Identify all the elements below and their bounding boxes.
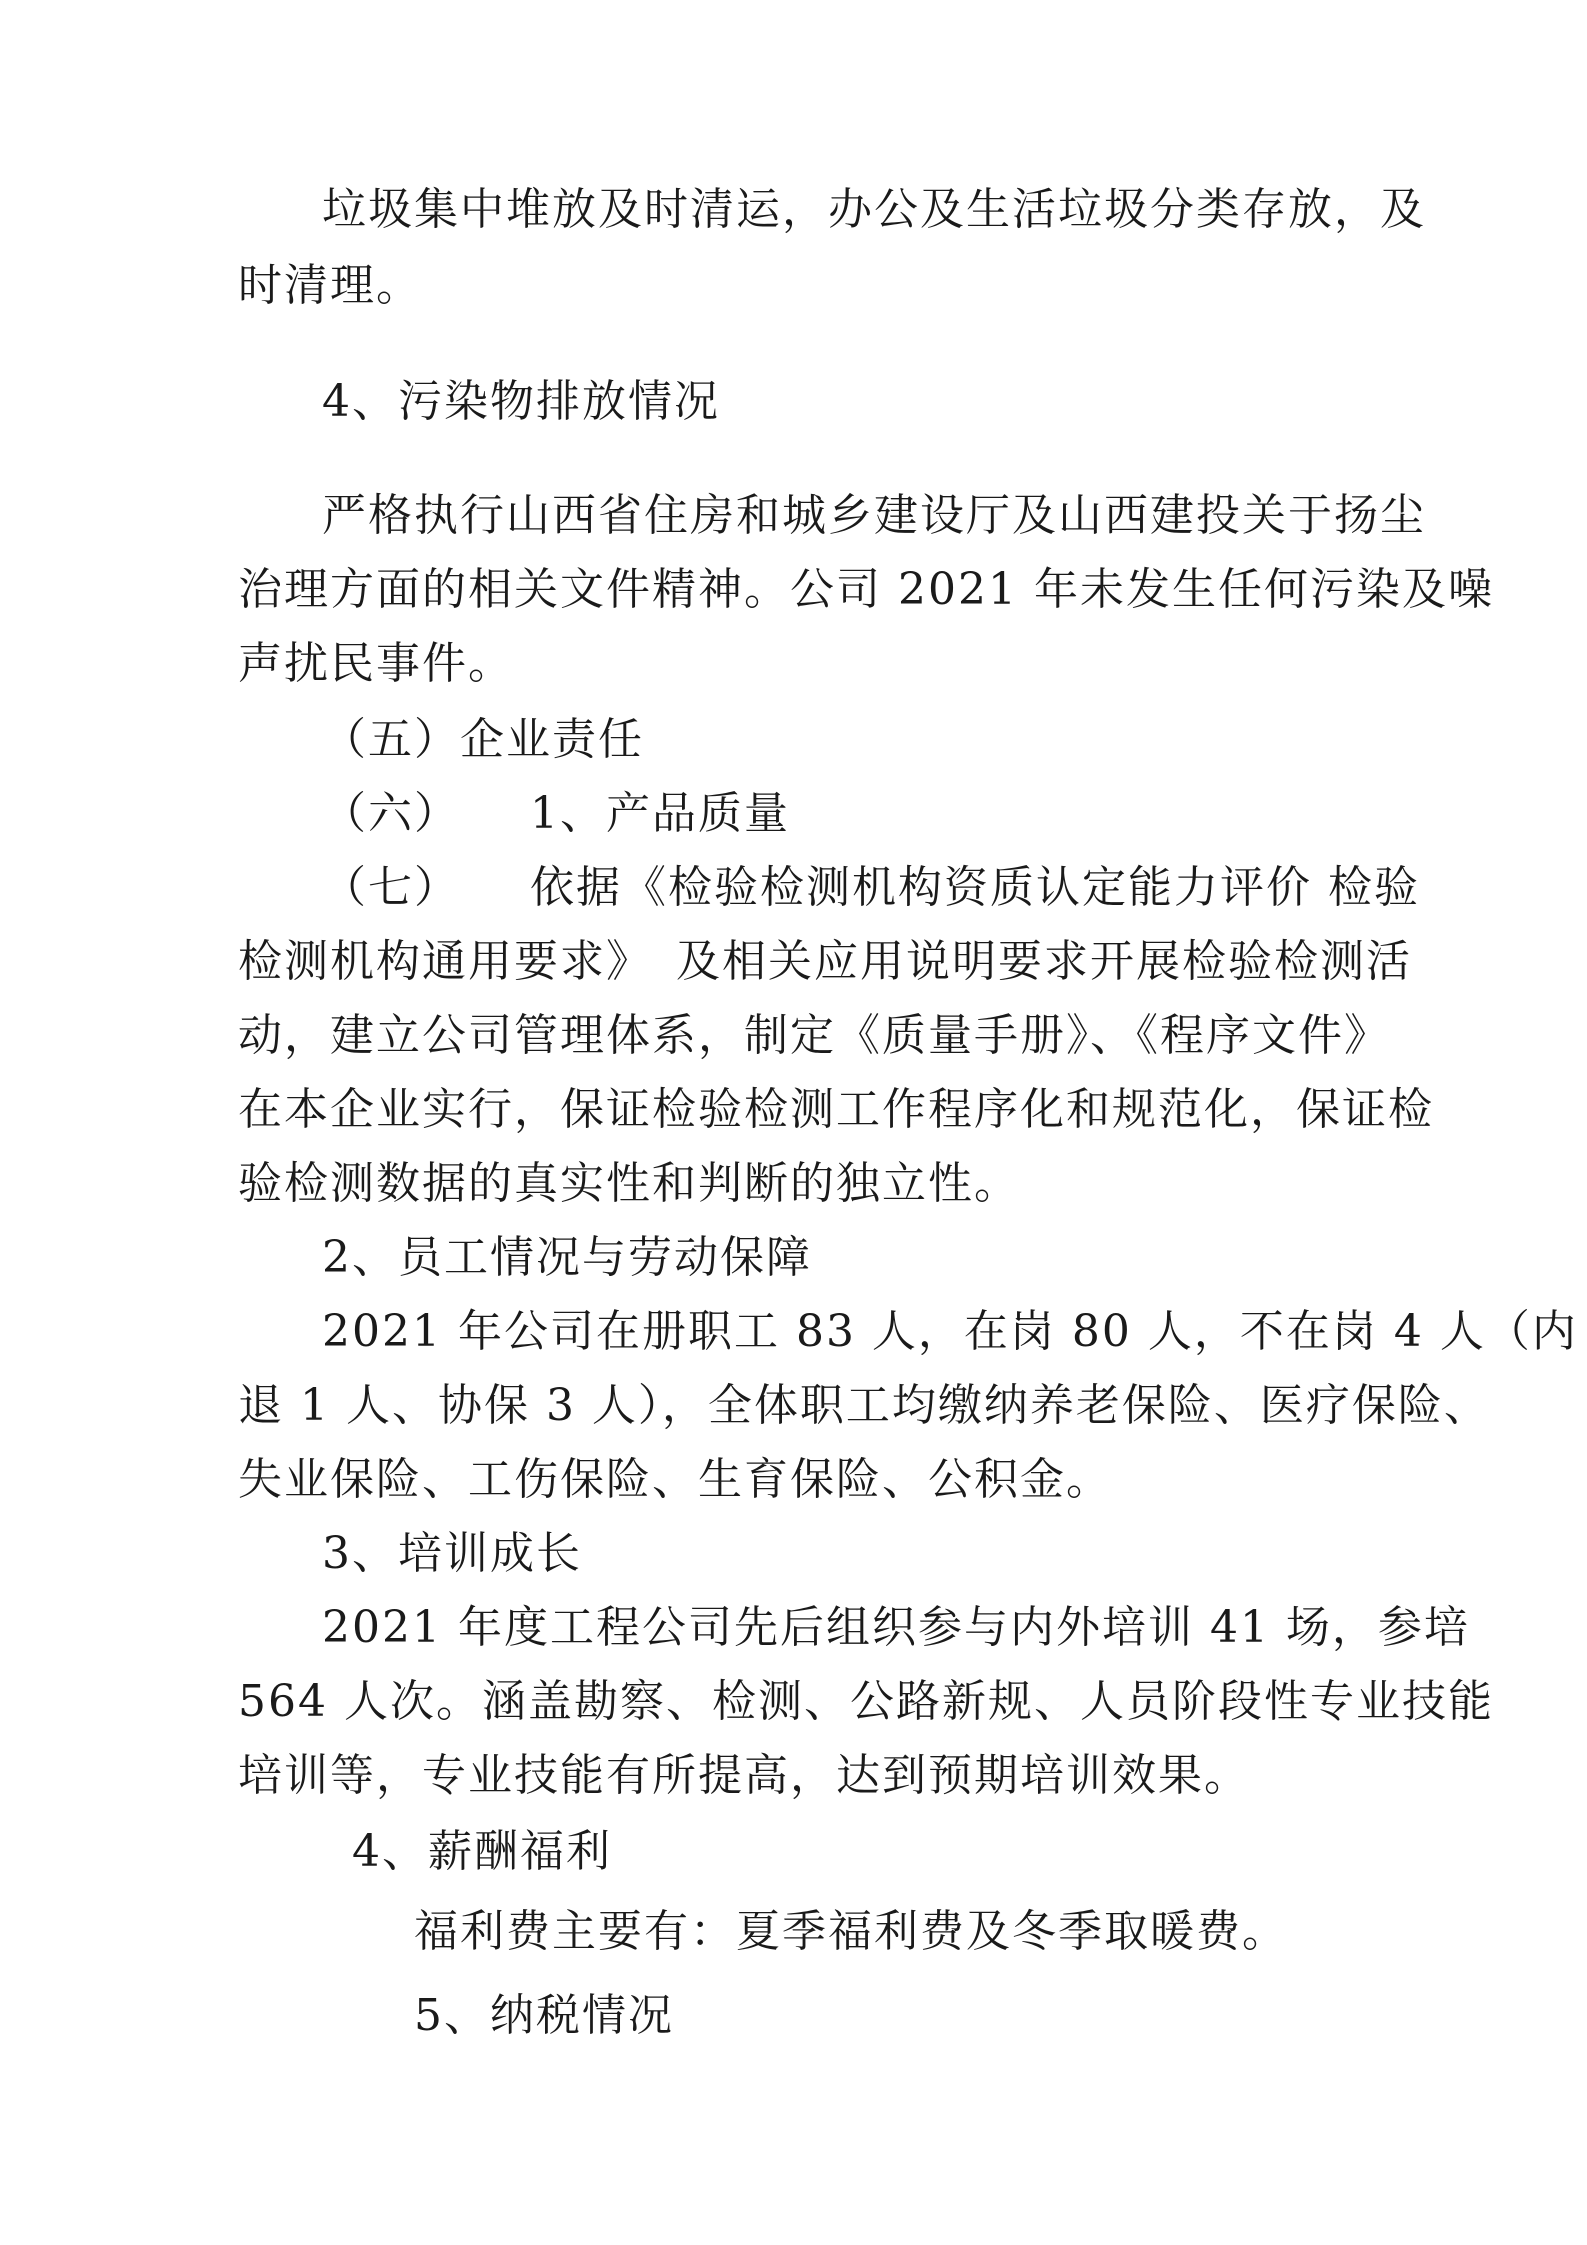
section-heading: （五）企业责任 bbox=[322, 714, 644, 765]
paragraph-line: 564 人次。涵盖勘察、检测、公路新规、人员阶段性专业技能 bbox=[238, 1676, 1494, 1727]
paragraph-line: 垃圾集中堆放及时清运，办公及生活垃圾分类存放，及 bbox=[322, 184, 1426, 235]
paragraph-line: 福利费主要有：夏季福利费及冬季取暖费。 bbox=[414, 1906, 1288, 1957]
paragraph-line: 声扰民事件。 bbox=[238, 638, 514, 689]
paragraph-line: 培训等，专业技能有所提高，达到预期培训效果。 bbox=[238, 1750, 1250, 1801]
paragraph-line: 检测机构通用要求》 及相关应用说明要求开展检验检测活 bbox=[238, 936, 1412, 987]
section-heading: 5、纳税情况 bbox=[414, 1990, 674, 2041]
section-heading: 4、薪酬福利 bbox=[352, 1826, 612, 1877]
paragraph-line: 2021 年度工程公司先后组织参与内外培训 41 场，参培 bbox=[322, 1602, 1470, 1653]
paragraph-line: 动，建立公司管理体系，制定《质量手册》、《程序文件》 bbox=[238, 1010, 1390, 1061]
section-heading: 2、员工情况与劳动保障 bbox=[322, 1232, 812, 1283]
section-heading: 3、培训成长 bbox=[322, 1528, 582, 1579]
paragraph-line: 退 1 人、协保 3 人），全体职工均缴纳养老保险、医疗保险、 bbox=[238, 1380, 1490, 1431]
paragraph-line: 在本企业实行，保证检验检测工作程序化和规范化，保证检 bbox=[238, 1084, 1434, 1135]
paragraph-line: 失业保险、工伤保险、生育保险、公积金。 bbox=[238, 1454, 1112, 1505]
paragraph-line: 治理方面的相关文件精神。公司 2021 年未发生任何污染及噪 bbox=[238, 564, 1494, 615]
paragraph-line: 验检测数据的真实性和判断的独立性。 bbox=[238, 1158, 1020, 1209]
section-heading: 4、污染物排放情况 bbox=[322, 376, 720, 427]
paragraph-line: （七） 依据《检验检测机构资质认定能力评价 检验 bbox=[322, 862, 1420, 913]
paragraph-line: 时清理。 bbox=[238, 260, 422, 311]
paragraph-line: 2021 年公司在册职工 83 人，在岗 80 人，不在岗 4 人（内 bbox=[322, 1306, 1578, 1357]
section-heading: （六） 1、产品质量 bbox=[322, 788, 790, 839]
paragraph-line: 严格执行山西省住房和城乡建设厅及山西建投关于扬尘 bbox=[322, 490, 1426, 541]
